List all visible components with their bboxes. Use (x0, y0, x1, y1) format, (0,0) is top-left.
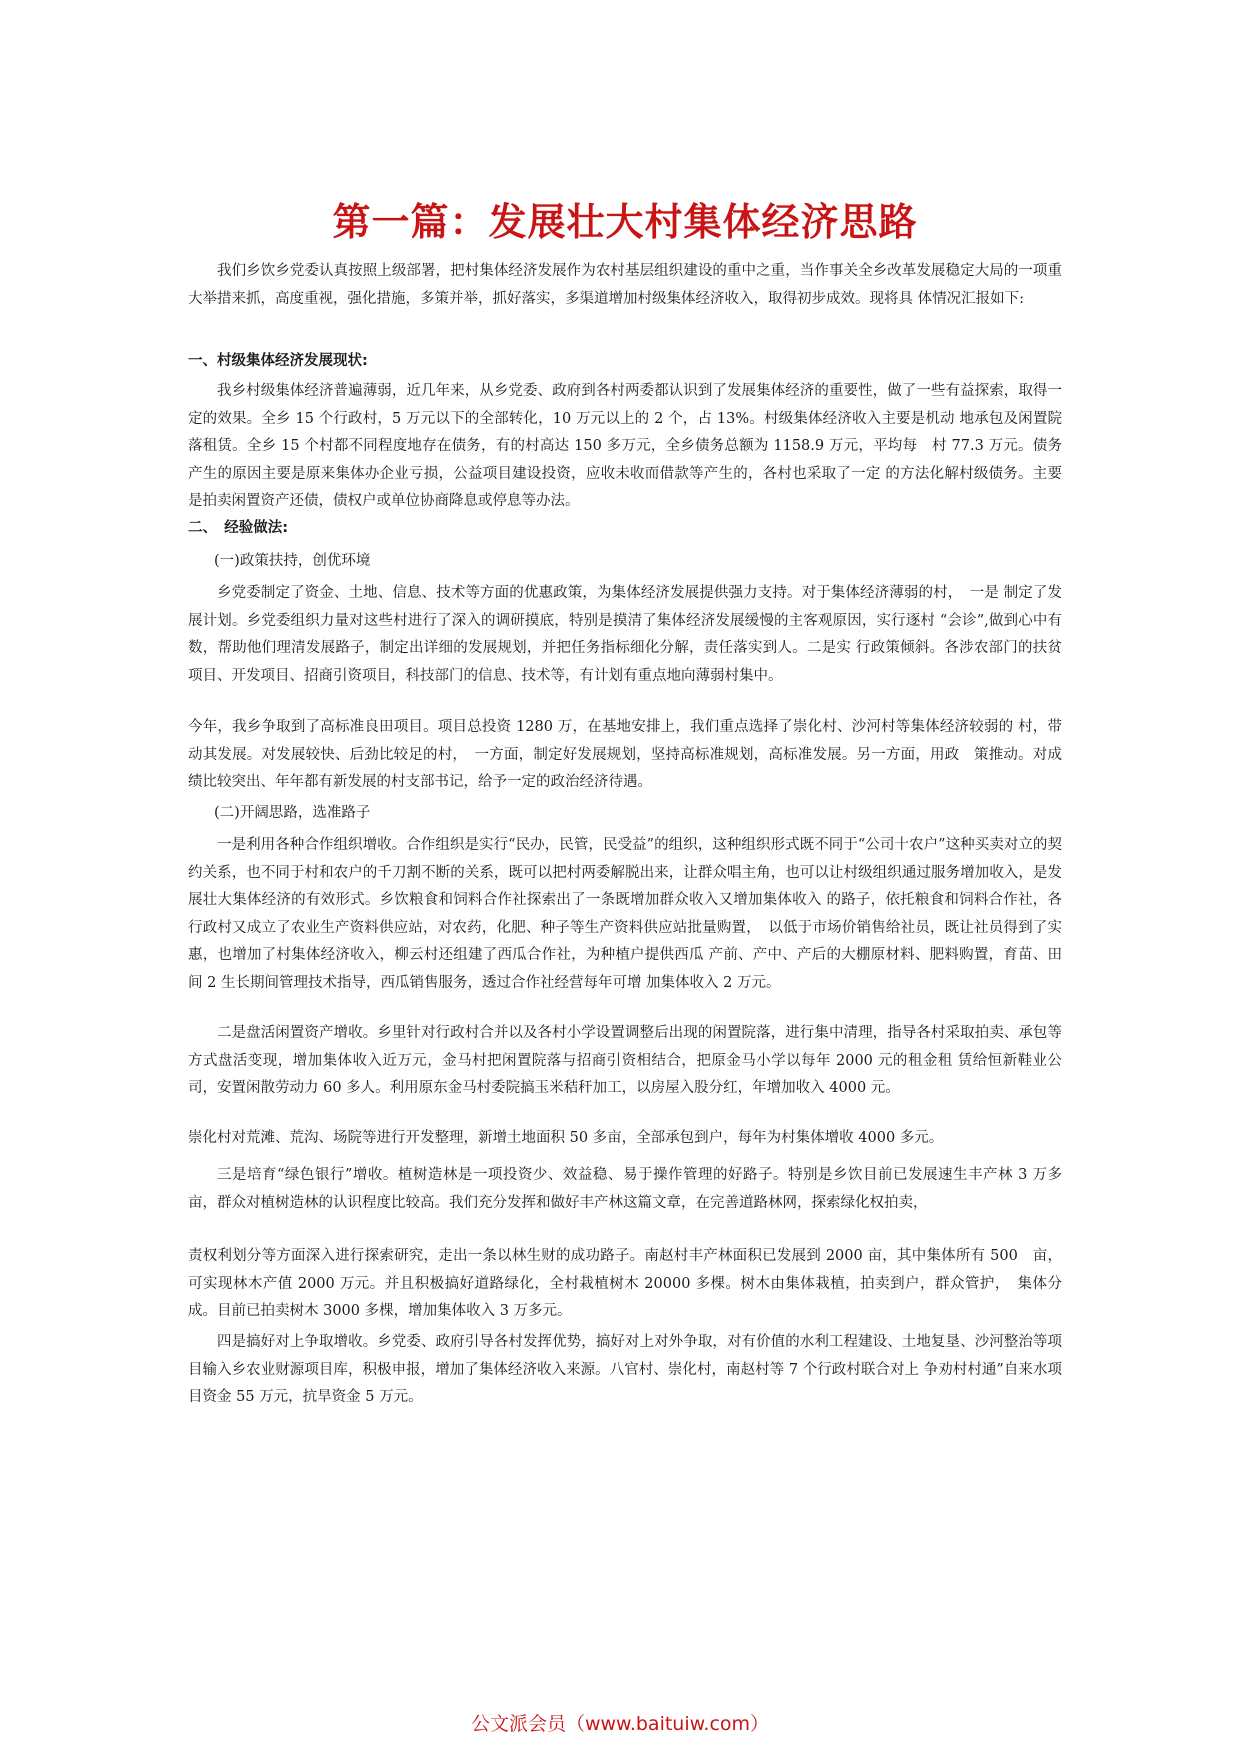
subsection2-paragraph-2: 二是盘活闲置资产增收。乡里针对行政村合并以及各村小学设置调整后出现的闲置院落，进行集中清理，指导各村采取拍卖、承包等方式盘活变现，增加集体收入近万元，金马村把闲置院落与招商引资相结合，把原金马小学以每年 2000 元的租金租 赁给恒新鞋业公司，安置闲散劳动力 60 多人。利用原东金马村委院搞玉米秸秆加工，以房屋入股分红，年增加收入 4000 元。 (188, 1025, 1062, 1096)
subsection2-heading: (二)开阔思路，选准路子 (214, 805, 371, 821)
subsection2-paragraph-1: 一是利用各种合作组织增收。合作组织是实行“民办，民管，民受益”的组织，这种组织形式既不同于“公司十农户”这种买卖对立的契约关系，也不同于村和农户的千刀割不断的关系，既可以把村两委解脱出来，让群众唱主角，也可以让村级组织通过服务增加收入，是发展壮大集体经济的有效形式。乡饮粮食和饲料合作社探索出了一条既增加群众收入又增加集体收入 的路子，依托粮食和饲料合作社，各行政村又成立了农业生产资料供应站，对农药，化肥、种子等生产资料供应站批量购置， 以低于市场价销售给社员，既让社员得到了实惠，也增加了村集体经济收入，柳云村还组建了西瓜合作社，为种植户提供西瓜 产前、产中、产后的大棚原材料、肥料购置，育苗、田间 2 生长期间管理技术指导，西瓜销售服务，透过合作社经营每年可增 加集体收入 2 万元。 (188, 837, 1062, 991)
subsection2-paragraph-5: 责权利划分等方面深入进行探索研究，走出一条以林生财的成功路子。南赵村丰产林面积已发展到 2000 亩，其中集体所有 500 亩，可实现林木产值 2000 万元。并且积极搞好道路绿化，全村栽植树木 20000 多棵。树木由集体栽植，拍卖到户，群众管护， 集体分成。目前已拍卖树木 3000 多棵，增加集体收入 3 万多元。 (188, 1248, 1062, 1319)
document-title: 第一篇：发展壮大村集体经济思路 (332, 200, 918, 245)
subsection2-paragraph-6: 四是搞好对上争取增收。乡党委、政府引导各村发挥优势，搞好对上对外争取，对有价值的水利工程建设、土地复垦、沙河整治等项目输入乡农业财源项目库，积极申报，增加了集体经济收入来源。八官村、崇化村，南赵村等 7 个行政村联合对上 争劝村村通”自来水项目资金 55 万元，抗旱资金 5 万元。 (188, 1334, 1062, 1405)
subsection1-heading: (一)政策扶持，创优环境 (214, 553, 371, 569)
subsection2-paragraph-3: 崇化村对荒滩、荒沟、场院等进行开发整理，新增土地面积 50 多亩，全部承包到户，每年为村集体增收 4000 多元。 (188, 1130, 944, 1146)
subsection1-paragraph-1: 乡党委制定了资金、土地、信息、技术等方面的优惠政策，为集体经济发展提供强力支持。对于集体经济薄弱的村， 一是 制定了发展计划。乡党委组织力量对这些村进行了深入的调研摸底，特别是摸清了集体经济发展缓慢的主客观原因，实行逐村 “会诊”,做到心中有数，帮助他们理清发展路子，制定出详细的发展规划，并把任务指标细化分解，责任落实到人。二是实 行政策倾斜。各涉农部门的扶贫项目、开发项目、招商引资项目，科技部门的信息、技术等，有计划有重点地向薄弱村集中。 (188, 585, 1062, 684)
document-page (188, 0, 1062, 1754)
section1-paragraph: 我乡村级集体经济普遍薄弱，近几年来，从乡党委、政府到各村两委都认识到了发展集体经济的重要性，做了一些有益探索，取得一定的效果。全乡 15 个行政村，5 万元以下的全部转化，10 万元以上的 2 个，占 13%。村级集体经济收入主要是机动 地承包及闲置院落租赁。全乡 15 个村都不同程度地存在债务，有的村高达 150 多万元，全乡债务总额为 1158.9 万元，平均每 村 77.3 万元。债务产生的原因主要是原来集体办企业亏损，公益项目建设投资，应收未收而借款等产生的，各村也采取了一定 的方法化解村级债务。主要是拍卖闲置资产还债，债权户或单位协商降息或停息等办法。 (188, 383, 1062, 509)
footer-watermark: 公文派会员（www.baituiw.com） (470, 1713, 770, 1735)
subsection1-paragraph-2: 今年，我乡争取到了高标准良田项目。项目总投资 1280 万，在基地安排上，我们重点选择了崇化村、沙河村等集体经济较弱的 村，带动其发展。对发展较快、后劲比较足的村， 一方面，制定好发展规划，坚持高标准规划，高标准发展。另一方面，用政 策推动。对成绩比较突出、年年都有新发展的村支部书记，给予一定的政治经济待遇。 (188, 719, 1062, 790)
section1-heading: 一、村级集体经济发展现状: (188, 353, 368, 369)
intro-paragraph: 我们乡饮乡党委认真按照上级部署，把村集体经济发展作为农村基层组织建设的重中之重，当作事关全乡改革发展稳定大局的一项重大举措来抓，高度重视，强化措施，多策并举，抓好落实，多渠道增加村级集体经济收入，取得初步成效。现将具 体情况汇报如下: (188, 263, 1062, 307)
section2-heading: 二、 经验做法: (188, 520, 289, 536)
subsection2-paragraph-4: 三是培育“绿色银行”增收。植树造林是一项投资少、效益稳、易于操作管理的好路子。特别是乡饮目前已发展速生丰产林 3 万多亩，群众对植树造林的认识程度比较高。我们充分发挥和做好丰产林这篇文章，在完善道路林网，探索绿化权拍卖， (188, 1167, 1062, 1211)
